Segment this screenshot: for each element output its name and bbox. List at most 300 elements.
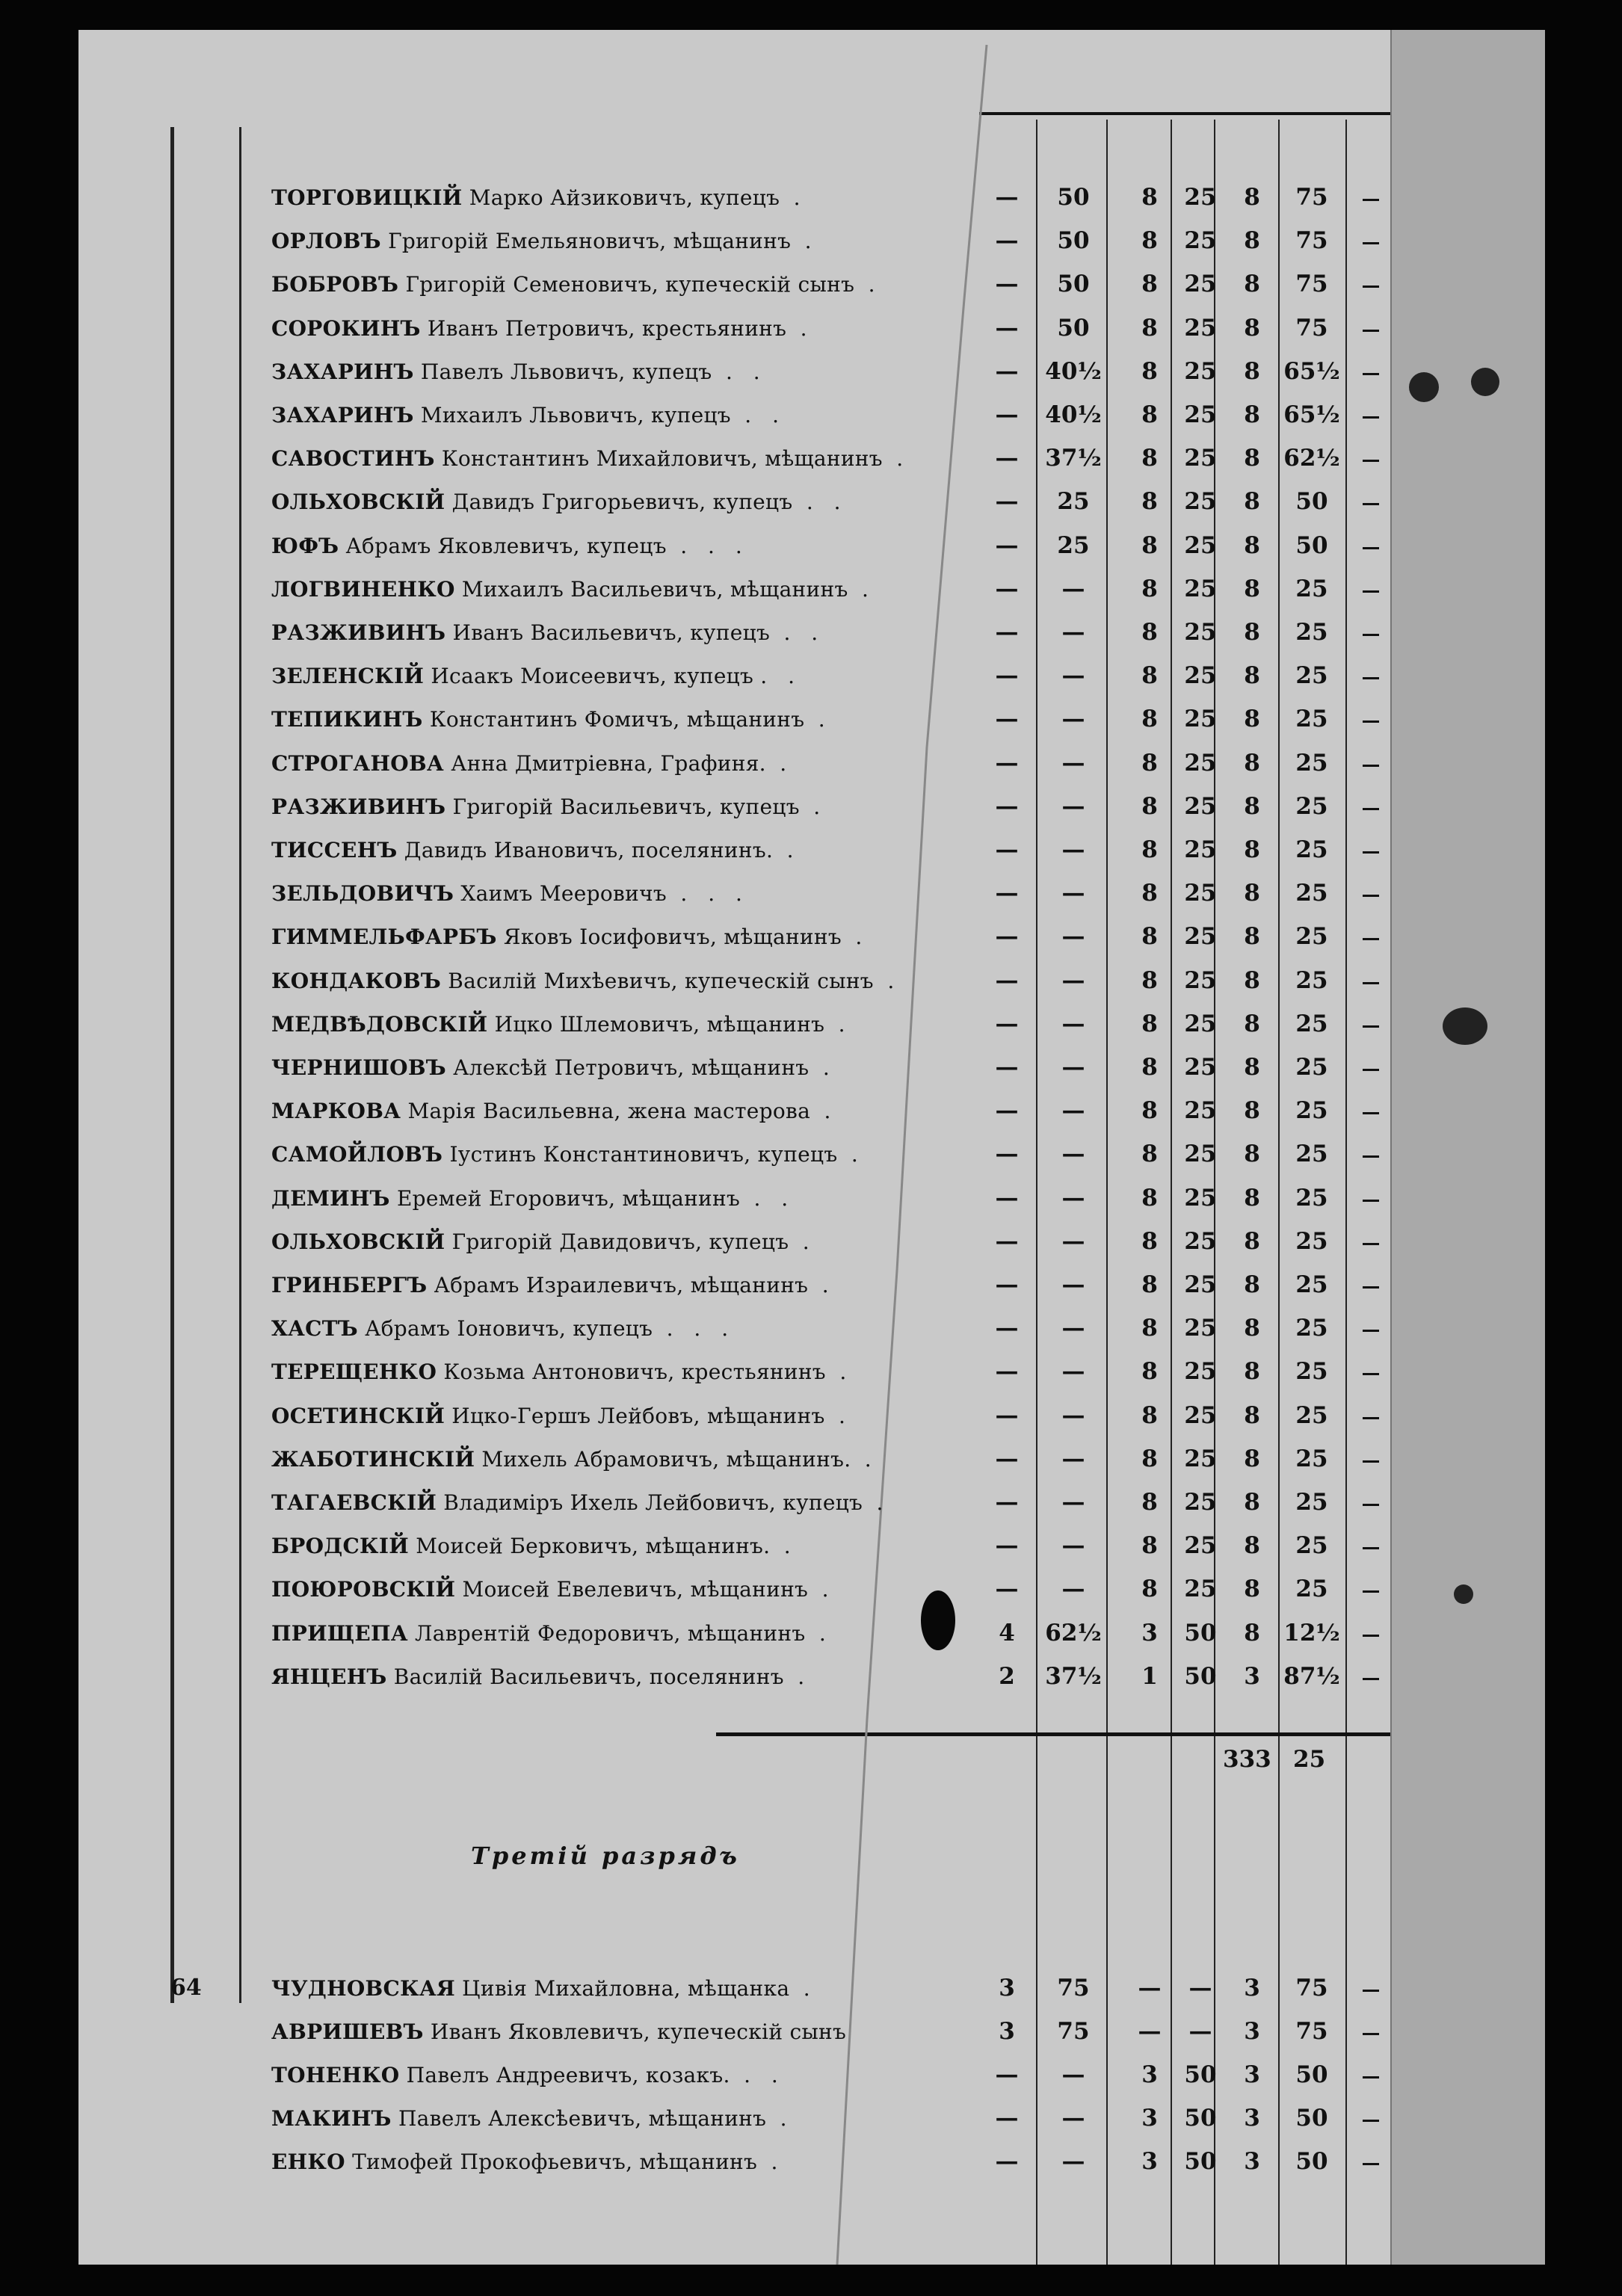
amount-cell: — — [1061, 792, 1085, 820]
amount-cell: 8 — [1141, 1054, 1158, 1081]
amount-cell: 50 — [1295, 2061, 1328, 2088]
table-row — [0, 2013, 1420, 2057]
given-name-and-status: Абрамъ Яковлевичъ, купецъ — [345, 533, 667, 558]
leader-dots: . — [854, 272, 875, 297]
row-tick — [1363, 1069, 1379, 1071]
amount-cell: 8 — [1141, 662, 1158, 690]
row-tick — [1363, 1547, 1379, 1549]
amount-cell: 25 — [1295, 1141, 1328, 1168]
amount-cell: 8 — [1244, 880, 1260, 907]
amount-cell: 25 — [1184, 1184, 1217, 1212]
amount-cell: 8 — [1244, 1141, 1260, 1168]
person-entry — [271, 1447, 872, 1472]
amount-cell: 8 — [1141, 749, 1158, 777]
amount-cell: — — [995, 575, 1019, 602]
amount-cell: 50 — [1184, 2105, 1217, 2132]
amount-cell: 25 — [1295, 706, 1328, 733]
person-entry — [271, 881, 742, 906]
person-entry — [271, 664, 795, 688]
amount-cell: 25 — [1184, 1532, 1217, 1560]
amount-cell: — — [1061, 966, 1085, 994]
amount-cell: 25 — [1184, 662, 1217, 690]
amount-cell: 25 — [1295, 1227, 1328, 1255]
amount-cell: 8 — [1244, 923, 1260, 951]
table-row — [0, 701, 1420, 744]
surname: ТОНЕНКО — [271, 2063, 400, 2087]
amount-cell: 40½ — [1045, 401, 1102, 428]
row-tick — [1363, 2076, 1379, 2079]
leader-dots: . — [873, 968, 895, 993]
amount-cell: 8 — [1141, 1532, 1158, 1560]
table-row — [0, 571, 1420, 614]
amount-cell: 25 — [1184, 227, 1217, 255]
given-name-and-status: Михаилъ Львовичъ, купецъ — [420, 403, 731, 428]
row-tick — [1363, 1286, 1379, 1289]
leader-dots: . . . — [667, 881, 743, 907]
amount-cell: 8 — [1141, 1227, 1158, 1255]
amount-cell: 8 — [1141, 357, 1158, 385]
amount-cell: — — [1061, 836, 1085, 863]
punch-hole — [1471, 368, 1499, 396]
amount-cell: — — [995, 227, 1019, 255]
amount-cell: 8 — [1141, 619, 1158, 646]
leader-dots: . . — [740, 1185, 789, 1211]
table-row — [0, 179, 1420, 223]
amount-cell: 25 — [1184, 619, 1217, 646]
amount-cell: 8 — [1141, 1445, 1158, 1472]
table-row — [0, 1223, 1420, 1267]
amount-cell: 8 — [1244, 531, 1260, 559]
amount-cell: — — [1188, 2018, 1212, 2045]
amount-cell: 50 — [1057, 314, 1090, 342]
amount-cell: 75 — [1295, 314, 1328, 342]
table-row — [0, 528, 1420, 571]
leader-dots: . — [805, 1620, 827, 1646]
amount-cell: 8 — [1141, 1097, 1158, 1125]
amount-cell: — — [1061, 706, 1085, 733]
amount-cell: 25 — [1184, 1097, 1217, 1125]
amount-cell: — — [995, 662, 1019, 690]
row-tick — [1363, 1373, 1379, 1375]
amount-cell: 8 — [1244, 1184, 1260, 1212]
table-row — [0, 789, 1420, 832]
person-entry — [271, 1142, 858, 1167]
row-tick — [1363, 2163, 1379, 2165]
leader-dots: . — [851, 1446, 872, 1472]
amount-cell: 8 — [1141, 836, 1158, 863]
amount-cell: 8 — [1244, 619, 1260, 646]
leader-dots: . — [824, 1011, 845, 1037]
amount-cell: 25 — [1184, 401, 1217, 428]
surname: МЕДВѢДОВСКІЙ — [271, 1011, 488, 1037]
row-tick — [1363, 2120, 1379, 2122]
amount-cell: 25 — [1184, 1227, 1217, 1255]
surname: ОЛЬХОВСКІЙ — [271, 490, 445, 515]
amount-cell: 8 — [1141, 792, 1158, 820]
amount-cell: 50 — [1295, 2148, 1328, 2175]
person-entry — [271, 2150, 778, 2174]
amount-cell: — — [1061, 749, 1085, 777]
amount-cell: 50 — [1184, 2148, 1217, 2175]
amount-cell: 25 — [1184, 357, 1217, 385]
amount-cell: — — [1061, 2105, 1085, 2132]
leader-dots: . — [766, 2106, 787, 2131]
table-row — [0, 397, 1420, 440]
given-name-and-status: Константинъ Михайловичъ, мѣщанинъ — [441, 446, 883, 472]
leader-dots: . — [780, 185, 801, 210]
amount-cell: 8 — [1141, 314, 1158, 342]
amount-cell: — — [995, 2105, 1019, 2132]
amount-cell: 25 — [1295, 836, 1328, 863]
leader-dots: . — [824, 1403, 846, 1428]
person-entry — [271, 1621, 826, 1646]
leader-dots: . — [863, 1490, 884, 1515]
surname: СОРОКИНЪ — [271, 315, 421, 341]
amount-cell: 25 — [1184, 1271, 1217, 1298]
amount-cell: — — [995, 1054, 1019, 1081]
leader-dots: . . — [730, 403, 780, 428]
leader-dots: . — [882, 446, 904, 472]
amount-cell: — — [1061, 1054, 1085, 1081]
amount-cell: 8 — [1141, 966, 1158, 994]
surname: ЖАБОТИНСКІЙ — [271, 1446, 475, 1472]
amount-cell: — — [1061, 662, 1085, 690]
amount-cell: 8 — [1141, 1358, 1158, 1386]
amount-cell: 25 — [1184, 575, 1217, 602]
surname: ЗАХАРИНЪ — [271, 359, 414, 384]
amount-cell: 50 — [1295, 531, 1328, 559]
given-name-and-status: Марія Васильевна, жена мастерова — [407, 1099, 811, 1124]
person-entry — [271, 490, 841, 514]
amount-cell: — — [995, 1489, 1019, 1516]
row-tick — [1363, 242, 1379, 244]
row-tick — [1363, 720, 1379, 723]
given-name-and-status: Давидъ Ивановичъ, поселянинъ. — [404, 838, 774, 862]
surname: САМОЙЛОВЪ — [271, 1142, 443, 1167]
leader-dots: . — [789, 1976, 810, 2001]
table-row — [0, 1354, 1420, 1397]
amount-cell: — — [1061, 880, 1085, 907]
surname: ТЕРЕЩЕНКО — [271, 1360, 437, 1385]
amount-cell: — — [995, 619, 1019, 646]
amount-cell: 25 — [1184, 1315, 1217, 1342]
leader-dots: . — [770, 1534, 791, 1559]
leader-dots: . — [789, 1229, 810, 1254]
person-entry — [271, 1360, 847, 1384]
amount-cell: 25 — [1184, 314, 1217, 342]
amount-cell: — — [995, 1576, 1019, 1603]
given-name-and-status: Григорій Емельяновичъ, мѣщанинъ — [388, 229, 792, 254]
amount-cell: 8 — [1244, 1489, 1260, 1516]
amount-cell: — — [1061, 2148, 1085, 2175]
amount-cell: 25 — [1184, 966, 1217, 994]
margin-number: 64 — [170, 1975, 202, 2001]
amount-cell: — — [995, 836, 1019, 863]
amount-cell: 25 — [1184, 184, 1217, 211]
amount-cell: 25 — [1295, 1054, 1328, 1081]
amount-cell: 3 — [1141, 1619, 1158, 1647]
amount-cell: — — [995, 792, 1019, 820]
amount-cell: 25 — [1295, 1271, 1328, 1298]
amount-cell: — — [1138, 2018, 1162, 2045]
surname: РАЗЖИВИНЪ — [271, 620, 446, 645]
person-entry — [271, 751, 787, 776]
table-row — [0, 484, 1420, 527]
amount-cell: 8 — [1244, 1576, 1260, 1603]
given-name-and-status: Владиміръ Ихель Лейбовичъ, купецъ — [443, 1490, 863, 1515]
surname: ПОЮРОВСКІЙ — [271, 1577, 456, 1602]
leader-dots: . — [786, 315, 807, 341]
amount-cell: 8 — [1244, 1054, 1260, 1081]
amount-cell: — — [995, 357, 1019, 385]
person-entry — [271, 403, 779, 428]
amount-cell: 8 — [1141, 488, 1158, 516]
row-tick — [1363, 1460, 1379, 1463]
amount-cell: 8 — [1244, 749, 1260, 777]
amount-cell: — — [995, 1097, 1019, 1125]
given-name-and-status: Алексѣй Петровичъ, мѣщанинъ — [453, 1055, 810, 1080]
amount-cell: 25 — [1295, 1184, 1328, 1212]
amount-cell: 75 — [1295, 2018, 1328, 2045]
amount-cell: 8 — [1141, 531, 1158, 559]
person-entry — [271, 185, 801, 210]
amount-cell: 8 — [1244, 1271, 1260, 1298]
amount-cell: 62½ — [1045, 1619, 1102, 1647]
person-entry — [271, 316, 807, 341]
row-tick — [1363, 895, 1379, 897]
amount-cell: 8 — [1244, 401, 1260, 428]
table-row — [0, 745, 1420, 789]
amount-cell: 3 — [1244, 2148, 1260, 2175]
amount-cell: 50 — [1184, 1619, 1217, 1647]
amount-cell: 75 — [1295, 227, 1328, 255]
amount-cell: 25 — [1184, 271, 1217, 298]
surname: ОРЛОВЪ — [271, 229, 381, 254]
person-entry — [271, 1664, 804, 1689]
amount-cell: 8 — [1244, 1445, 1260, 1472]
row-tick — [1363, 460, 1379, 462]
amount-cell: 25 — [1295, 880, 1328, 907]
leader-dots: . — [808, 1273, 829, 1297]
given-name-and-status: Моисей Берковичъ, мѣщанинъ. — [416, 1534, 771, 1559]
surname: ПРИЩЕПА — [271, 1620, 408, 1646]
leader-dots: . — [765, 750, 787, 776]
amount-cell: 3 — [1141, 2148, 1158, 2175]
amount-cell: 50 — [1057, 184, 1090, 211]
person-entry — [271, 1534, 791, 1558]
given-name-and-status: Іустинъ Константиновичъ, купецъ — [449, 1142, 838, 1167]
table-row — [0, 440, 1420, 484]
leader-dots: . — [837, 1142, 859, 1167]
punch-hole — [1409, 372, 1439, 402]
amount-cell: 62½ — [1283, 445, 1340, 472]
amount-cell: — — [995, 1358, 1019, 1386]
amount-cell: — — [1061, 1532, 1085, 1560]
amount-cell: 3 — [999, 1975, 1015, 2002]
surname: САВОСТИНЪ — [271, 446, 435, 472]
given-name-and-status: Михель Абрамовичъ, мѣщанинъ. — [481, 1446, 851, 1472]
row-tick — [1363, 1990, 1379, 1992]
amount-cell: 12½ — [1283, 1619, 1340, 1647]
amount-cell: — — [1138, 1975, 1162, 2002]
amount-cell: 8 — [1244, 662, 1260, 690]
amount-cell: — — [995, 1184, 1019, 1212]
amount-cell: 1 — [1141, 1662, 1158, 1690]
row-tick — [1363, 503, 1379, 505]
row-tick — [1363, 982, 1379, 984]
leader-dots: . — [757, 2150, 778, 2174]
surname: ТОРГОВИЦКІЙ — [271, 185, 463, 210]
surname: ОСЕТИНСКІЙ — [271, 1403, 445, 1428]
amount-cell: 8 — [1141, 1315, 1158, 1342]
given-name-and-status: Иванъ Петровичъ, крестьянинъ — [427, 315, 787, 341]
amount-cell: 50 — [1057, 227, 1090, 255]
leader-dots: . . — [792, 490, 841, 515]
surname: ЗЕЛЬДОВИЧЪ — [271, 881, 454, 907]
surname: ТЕПИКИНЪ — [271, 707, 423, 732]
leader-dots: . — [808, 1577, 829, 1602]
leader-dots: . — [804, 707, 825, 732]
amount-cell: 25 — [1184, 706, 1217, 733]
row-tick — [1363, 1330, 1379, 1332]
surname: БРОДСКІЙ — [271, 1534, 409, 1559]
amount-cell: 8 — [1141, 1010, 1158, 1037]
amount-cell: 25 — [1295, 1445, 1328, 1472]
surname: ЮФЪ — [271, 533, 339, 558]
surname: ХАСТЪ — [271, 1316, 358, 1342]
amount-cell: 8 — [1244, 227, 1260, 255]
amount-cell: 25 — [1295, 1010, 1328, 1037]
row-tick — [1363, 1025, 1379, 1028]
row-tick — [1363, 1504, 1379, 1506]
amount-cell: 40½ — [1045, 357, 1102, 385]
amount-cell: 25 — [1295, 1489, 1328, 1516]
amount-cell: 25 — [1295, 1097, 1328, 1125]
surname: ЯНЦЕНЪ — [271, 1664, 387, 1689]
person-entry — [271, 1316, 728, 1341]
amount-cell: 25 — [1184, 1141, 1217, 1168]
table-row — [0, 875, 1420, 919]
amount-cell: — — [995, 880, 1019, 907]
person-entry — [271, 1229, 810, 1254]
amount-cell: — — [1061, 1489, 1085, 1516]
amount-cell: 8 — [1141, 1141, 1158, 1168]
amount-cell: 8 — [1244, 271, 1260, 298]
given-name-and-status: Лаврентій Федоровичъ, мѣщанинъ — [415, 1620, 806, 1646]
leader-dots: . — [841, 925, 863, 950]
person-entry — [271, 969, 895, 993]
surname: РАЗЖИВИНЪ — [271, 794, 446, 819]
table-row — [0, 614, 1420, 658]
given-name-and-status: Константинъ Фомичъ, мѣщанинъ — [429, 707, 805, 732]
amount-cell: 8 — [1244, 836, 1260, 863]
given-name-and-status: Анна Дмитріевна, Графиня. — [451, 750, 766, 776]
amount-cell: 25 — [1184, 1576, 1217, 1603]
row-tick — [1363, 286, 1379, 288]
row-tick — [1363, 416, 1379, 419]
amount-cell: 75 — [1295, 1975, 1328, 2002]
amount-cell: 8 — [1141, 1401, 1158, 1429]
amount-cell: 8 — [1141, 706, 1158, 733]
surname: ТИССЕНЪ — [271, 838, 398, 862]
amount-cell: 25 — [1057, 488, 1090, 516]
table-row — [0, 832, 1420, 875]
table-row — [0, 1970, 1420, 2013]
amount-cell: — — [995, 1445, 1019, 1472]
amount-cell: — — [1061, 1271, 1085, 1298]
amount-cell: 3 — [1244, 1662, 1260, 1690]
row-tick — [1363, 1635, 1379, 1637]
leader-dots: . — [825, 1360, 847, 1385]
given-name-and-status: Хаимъ Мееровичъ — [460, 881, 667, 907]
amount-cell: 8 — [1244, 966, 1260, 994]
leader-dots: . — [809, 1055, 830, 1080]
given-name-and-status: Козьма Антоновичъ, крестьянинъ — [443, 1360, 826, 1385]
amount-cell: 8 — [1141, 575, 1158, 602]
table-row — [0, 1136, 1420, 1179]
given-name-and-status: Григорій Васильевичъ, купецъ — [452, 794, 800, 819]
row-tick — [1363, 590, 1379, 593]
table-row — [0, 223, 1420, 266]
person-entry — [271, 272, 875, 297]
row-tick — [1363, 1243, 1379, 1245]
given-name-and-status: Цивія Михайловна, мѣщанка — [462, 1976, 790, 2001]
amount-cell: 3 — [1244, 1975, 1260, 2002]
amount-cell: — — [995, 531, 1019, 559]
table-row — [0, 1049, 1420, 1093]
leader-dots: . — [773, 838, 794, 862]
person-entry — [271, 794, 820, 819]
surname: АВРИШЕВЪ — [271, 2019, 424, 2044]
table-row — [0, 1093, 1420, 1136]
row-tick — [1363, 634, 1379, 636]
amount-cell: — — [995, 1271, 1019, 1298]
amount-cell: 75 — [1057, 2018, 1090, 2045]
amount-cell: 25 — [1184, 531, 1217, 559]
amount-cell: — — [1061, 1445, 1085, 1472]
amount-cell: 25 — [1184, 1358, 1217, 1386]
surname: МАКИНЪ — [271, 2106, 392, 2131]
amount-cell: 8 — [1141, 401, 1158, 428]
total-kopecks: 25 — [1293, 1746, 1326, 1773]
amount-cell: 50 — [1295, 488, 1328, 516]
given-name-and-status: Василій Михѣевичъ, купеческій сынъ — [448, 968, 874, 993]
surname: БОБРОВЪ — [271, 272, 399, 297]
amount-cell: — — [1061, 923, 1085, 951]
leader-dots: . . . — [666, 533, 743, 558]
surname: ОЛЬХОВСКІЙ — [271, 1229, 445, 1254]
section-title: Третій разрядъ — [471, 1842, 740, 1870]
amount-cell: 8 — [1141, 880, 1158, 907]
amount-cell: — — [1061, 1184, 1085, 1212]
punch-hole — [1443, 1007, 1487, 1045]
given-name-and-status: Григорій Семеновичъ, купеческій сынъ — [405, 272, 855, 297]
row-tick — [1363, 1200, 1379, 1202]
amount-cell: 37½ — [1045, 445, 1102, 472]
amount-cell: — — [995, 706, 1019, 733]
amount-cell: 25 — [1295, 1576, 1328, 1603]
total-rubles: 333 — [1223, 1746, 1271, 1773]
person-entry — [271, 1099, 831, 1123]
amount-cell: 25 — [1184, 1489, 1217, 1516]
row-tick — [1363, 373, 1379, 375]
amount-cell: 8 — [1141, 1489, 1158, 1516]
amount-cell: — — [995, 1227, 1019, 1255]
amount-cell: 25 — [1184, 1010, 1217, 1037]
given-name-and-status: Григорій Давидовичъ, купецъ — [451, 1229, 789, 1254]
row-tick — [1363, 1417, 1379, 1419]
table-row — [0, 658, 1420, 701]
